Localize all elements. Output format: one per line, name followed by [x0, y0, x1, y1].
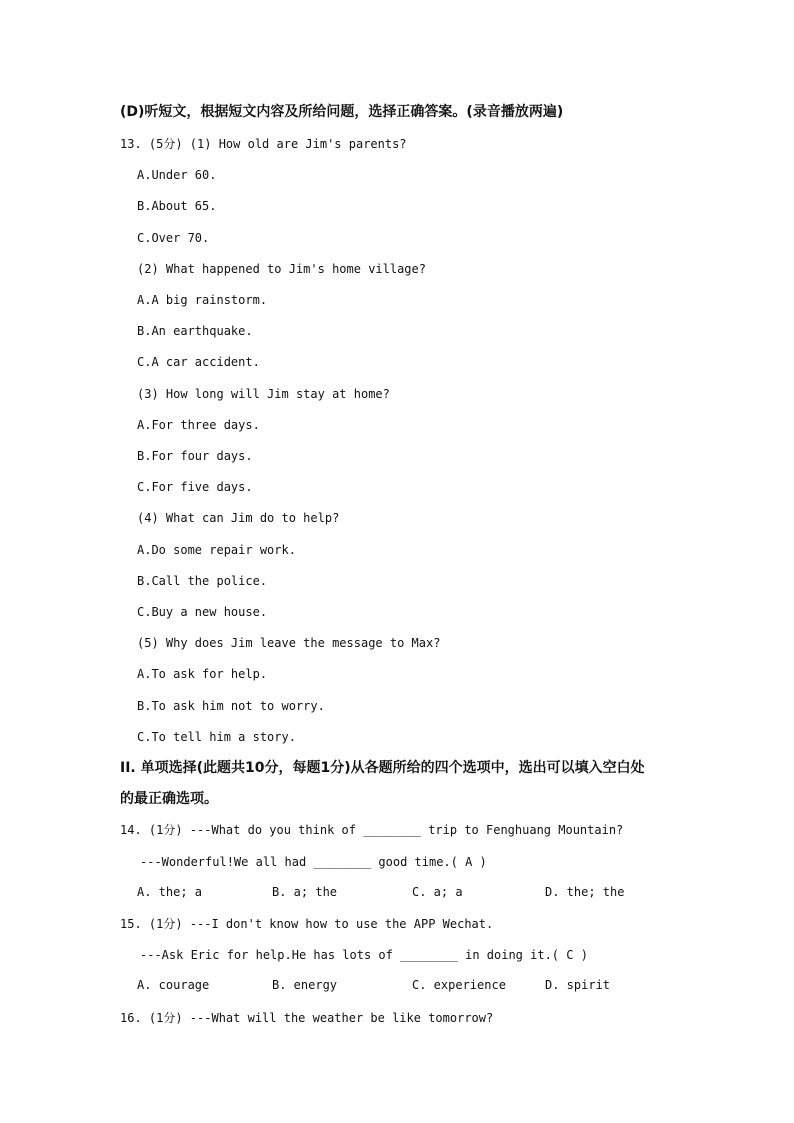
question-15-options [137, 978, 657, 994]
q13-2-option-b: B.An earthquake. [137, 324, 253, 338]
section-d-heading: (D)听短文，根据短文内容及所给问题，选择正确答案。(录音播放两遍) [120, 104, 564, 120]
q13-1-option-a: A.Under 60. [137, 168, 217, 182]
question-15-line1: 15. (1分) ---I don't know how to use the APP Wechat. [120, 917, 494, 931]
q13-2-option-c: C.A car accident. [137, 355, 260, 369]
q13-5-question: (5) Why does Jim leave the message to Max? [137, 636, 441, 650]
q13-4-option-c: C.Buy a new house. [137, 605, 268, 619]
q15-option-d: D. spirit [545, 978, 611, 992]
section-ii-heading-line1: II. 单项选择(此题共10分，每题1分)从各题所给的四个选项中，选出可以填入空白处 [120, 760, 645, 776]
q13-3-option-a: A.For three days. [137, 418, 260, 432]
q13-4-option-a: A.Do some repair work. [137, 543, 296, 557]
question-16-line1: 16. (1分) ---What will the weather be like tomorrow? [120, 1011, 494, 1025]
q14-option-b: B. a; the [272, 885, 338, 899]
q15-option-a: A. courage [137, 978, 210, 992]
q13-4-question: (4) What can Jim do to help? [137, 511, 340, 525]
question-14-options [137, 885, 657, 901]
q13-3-option-c: C.For five days. [137, 480, 253, 494]
question-14-line2: ---Wonderful!We all had ________ good time.( A ) [140, 855, 487, 869]
q13-5-option-a: A.To ask for help. [137, 667, 268, 681]
q13-2-option-a: A.A big rainstorm. [137, 293, 268, 307]
q15-option-b: B. energy [272, 978, 338, 992]
q13-1-option-b: B.About 65. [137, 199, 217, 213]
q14-option-a: A. the; a [137, 885, 203, 899]
q13-2-question: (2) What happened to Jim's home village? [137, 262, 426, 276]
q13-3-question: (3) How long will Jim stay at home? [137, 387, 390, 401]
q15-option-c: C. experience [412, 978, 506, 992]
q14-option-d: D. the; the [545, 885, 625, 899]
q13-5-option-c: C.To tell him a story. [137, 730, 296, 744]
q14-option-c: C. a; a [412, 885, 463, 899]
q13-1-option-c: C.Over 70. [137, 231, 210, 245]
q13-4-option-b: B.Call the police. [137, 574, 268, 588]
question-14-line1: 14. (1分) ---What do you think of ________ trip to Fenghuang Mountain? [120, 823, 624, 837]
question-13-header: 13. (5分) (1) How old are Jim's parents? [120, 137, 407, 151]
q13-3-option-b: B.For four days. [137, 449, 253, 463]
section-ii-heading-line2: 的最正确选项。 [120, 791, 218, 807]
question-15-line2: ---Ask Eric for help.He has lots of ________ in doing it.( C ) [140, 948, 588, 962]
q13-5-option-b: B.To ask him not to worry. [137, 699, 325, 713]
